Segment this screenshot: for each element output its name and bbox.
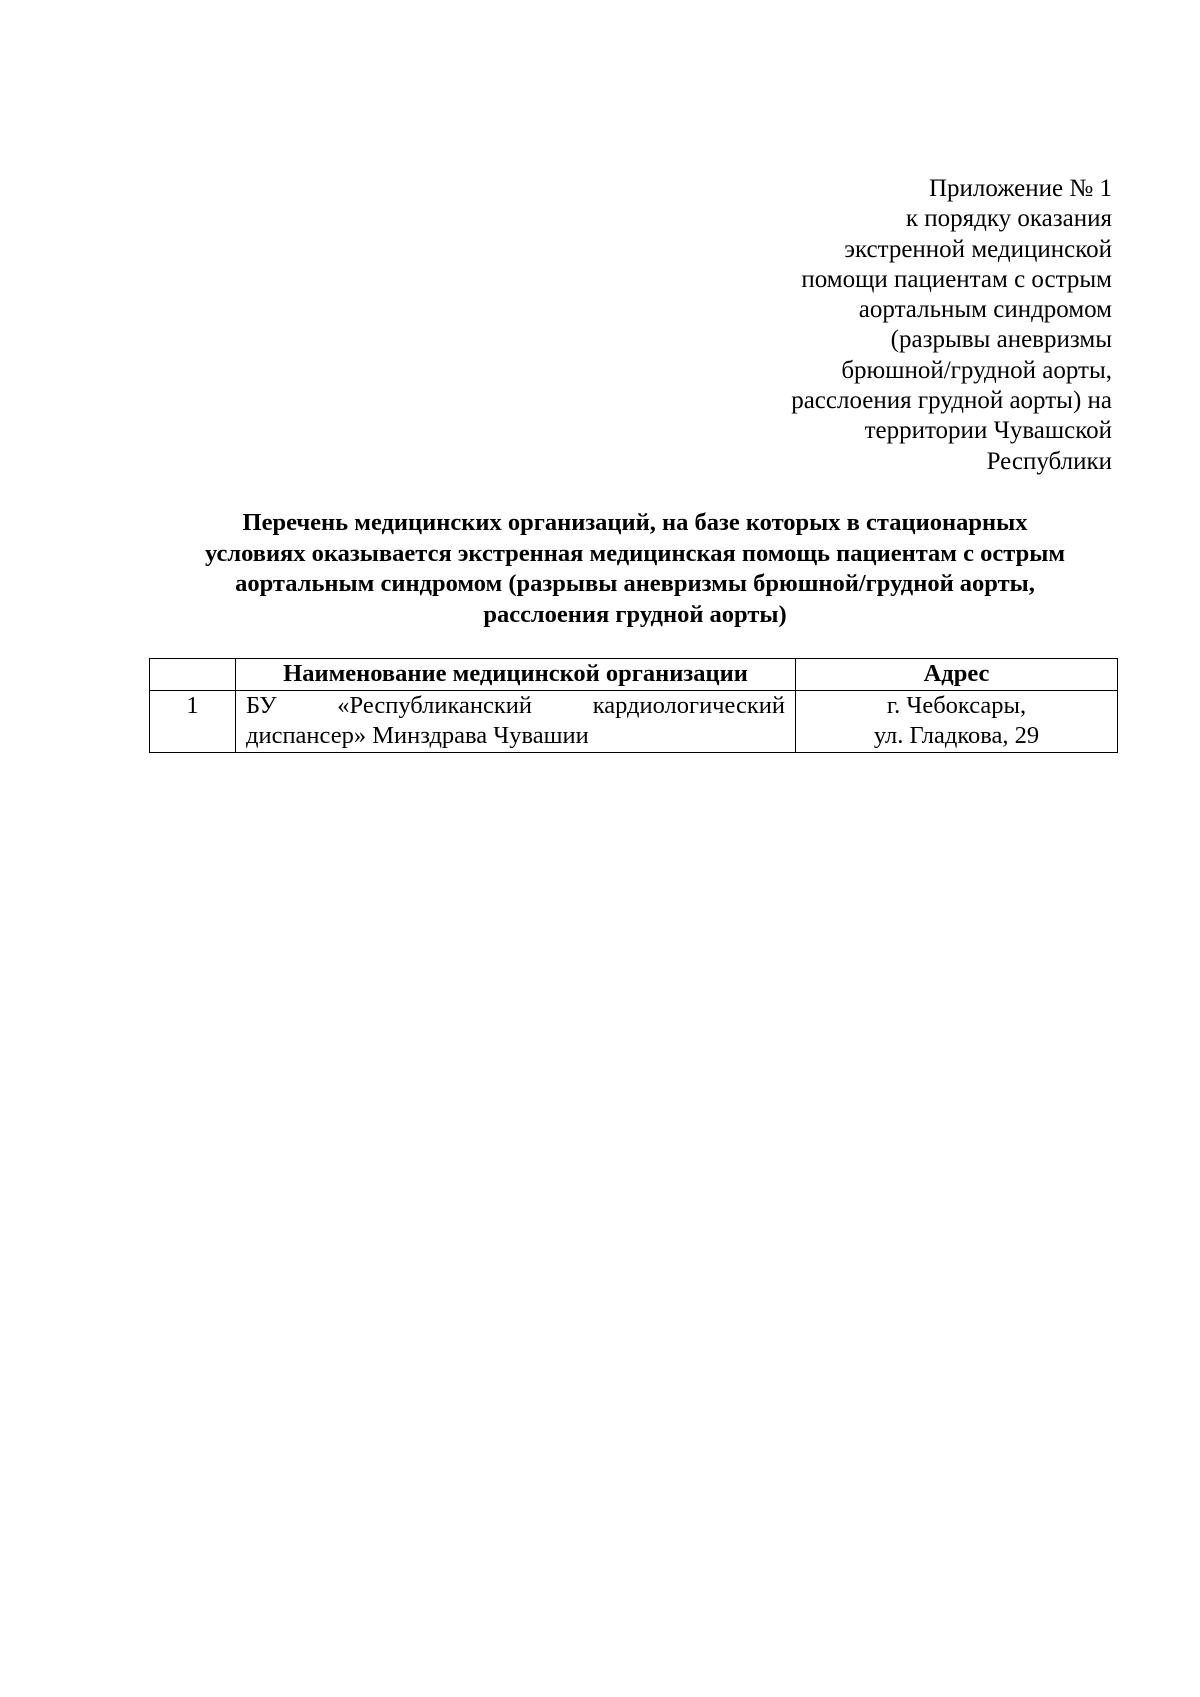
title-line: аортальным синдромом (разрывы аневризмы брюшной/грудной аорты,: [235, 570, 1035, 597]
address-line: г. Чебоксары,: [886, 691, 1027, 719]
row-number: 1: [150, 690, 236, 752]
header-organization-name: Наименование медицинской организации: [236, 659, 796, 691]
table-header-row: [150, 659, 1118, 691]
appendix-line: помощи пациентам с острым: [801, 265, 1112, 293]
appendix-line: расслоения грудной аорты) на: [791, 387, 1112, 415]
title-line: условиях оказывается экстренная медицинская помощь пациентам с острым: [204, 539, 1066, 567]
appendix-line: к порядку оказания: [905, 205, 1112, 233]
appendix-line: экстренной медицинской: [844, 235, 1112, 263]
document-title: [150, 508, 1120, 630]
table-row: [150, 690, 1118, 752]
appendix-header: [652, 174, 1112, 477]
title-line: Перечень медицинских организаций, на базе которых в стационарных: [242, 509, 1028, 536]
appendix-line: (разрывы аневризмы: [890, 326, 1112, 354]
appendix-line: брюшной/грудной аорты,: [841, 356, 1112, 384]
organization-address: [796, 690, 1118, 752]
title-line: расслоения грудной аорты): [483, 600, 787, 628]
header-number: [150, 659, 236, 691]
organization-name: БУ «Республиканский кардиологический диспансер» Минздрава Чувашии: [236, 690, 796, 752]
appendix-line: аортальным синдромом: [858, 296, 1112, 324]
address-line: ул. Гладкова, 29: [873, 722, 1040, 749]
header-address: Адрес: [796, 659, 1118, 691]
appendix-line: Республики: [986, 447, 1112, 475]
organizations-table: [149, 658, 1118, 753]
appendix-line: территории Чувашской: [864, 417, 1112, 445]
appendix-line: Приложение № 1: [928, 175, 1112, 202]
